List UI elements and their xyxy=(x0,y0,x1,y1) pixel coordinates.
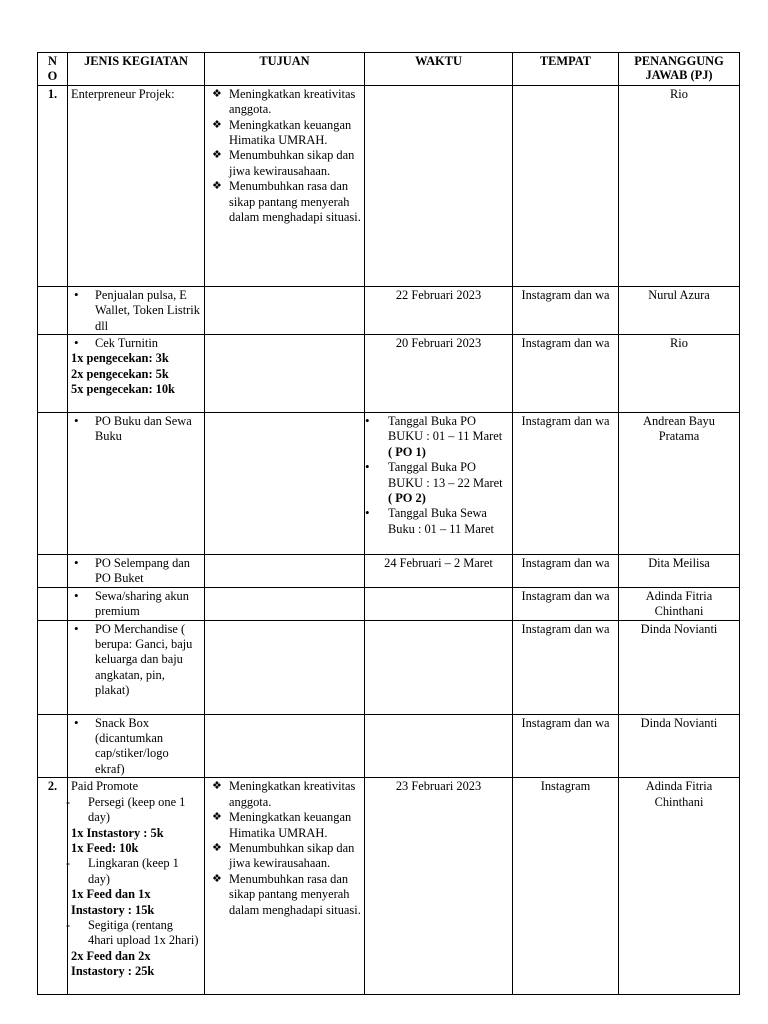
pic-cell: Adinda Fitria Chinthani xyxy=(619,778,740,995)
list-item: • Sewa/sharing akun premium xyxy=(74,587,189,619)
table-row xyxy=(38,335,740,413)
objectives-cell xyxy=(205,620,365,714)
list-item: ❖ Menumbuhkan rasa dan sikap pantang menyerah dalam menghadapi situasi. xyxy=(212,179,361,225)
pic-cell: Dinda Novianti xyxy=(619,620,740,714)
activity-name: Paid Promote xyxy=(71,779,139,794)
place-cell: Instagram dan wa xyxy=(513,335,619,413)
header-jenis: JENIS KEGIATAN xyxy=(68,53,205,86)
list-item: - Lingkaran (keep 1 day) xyxy=(66,856,179,886)
list-item: ❖ Meningkatkan keuangan Himatika UMRAH. xyxy=(212,117,352,148)
diamond-bullet-icon: ❖ xyxy=(212,841,222,854)
header-pj: PENANGGUNG JAWAB (PJ) xyxy=(619,53,740,86)
activity-cell xyxy=(68,714,205,778)
time-cell: 22 Februari 2023 xyxy=(365,286,513,334)
table-row xyxy=(38,620,740,714)
bullet-icon: • xyxy=(74,714,79,730)
time-cell xyxy=(365,587,513,620)
objectives-cell xyxy=(205,714,365,778)
row-number xyxy=(38,714,68,778)
pic-cell: Rio xyxy=(619,85,740,286)
activity-cell xyxy=(68,620,205,714)
table-row-2 xyxy=(38,778,740,995)
dash-bullet-icon: - xyxy=(66,794,71,809)
time-cell xyxy=(365,85,513,286)
list-item: ❖ Menumbuhkan rasa dan sikap pantang menyerah dalam menghadapi situasi. xyxy=(212,871,361,917)
row-number xyxy=(38,335,68,413)
place-cell: Instagram xyxy=(513,778,619,995)
row-number xyxy=(38,587,68,620)
row-number: 1. xyxy=(38,85,68,286)
dash-bullet-icon: - xyxy=(66,856,71,871)
time-cell xyxy=(365,714,513,778)
row-number: 2. xyxy=(38,778,68,995)
pic-cell: Nurul Azura xyxy=(619,286,740,334)
bullet-icon: • xyxy=(74,555,79,571)
schedule-list xyxy=(365,413,509,537)
diamond-bullet-icon: ❖ xyxy=(212,87,222,100)
bullet-icon: • xyxy=(74,620,79,636)
header-no: N O xyxy=(38,53,68,86)
activity-cell xyxy=(68,335,205,413)
list-item: • Tanggal Buka PO BUKU : 13 – 22 Maret ( PO 2) xyxy=(365,459,503,506)
objectives-list xyxy=(208,87,361,226)
time-cell: 24 Februari – 2 Maret xyxy=(365,555,513,588)
diamond-bullet-icon: ❖ xyxy=(212,811,222,824)
diamond-bullet-icon: ❖ xyxy=(212,872,222,885)
objectives-cell xyxy=(205,587,365,620)
place-cell: Instagram dan wa xyxy=(513,555,619,588)
bullet-icon: • xyxy=(74,335,79,351)
objectives-cell xyxy=(205,85,365,286)
place-cell: Instagram dan wa xyxy=(513,587,619,620)
bullet-icon: • xyxy=(365,459,370,475)
row-number xyxy=(38,286,68,334)
activity-cell xyxy=(68,555,205,588)
price-line: 1x Feed: 10k xyxy=(71,840,139,855)
bullet-icon: • xyxy=(74,286,79,302)
time-cell xyxy=(365,620,513,714)
place-cell: Instagram dan wa xyxy=(513,286,619,334)
list-item: • PO Selempang dan PO Buket xyxy=(74,555,190,586)
list-item: • Cek Turnitin xyxy=(74,335,159,351)
list-item: ❖ Meningkatkan kreativitas anggota. xyxy=(212,779,356,809)
objectives-list xyxy=(208,779,361,918)
list-item: • Snack Box (dicantumkan cap/stiker/logo ekraf) xyxy=(74,714,169,776)
header-waktu: WAKTU xyxy=(365,53,513,86)
time-cell xyxy=(365,413,513,555)
activity-cell xyxy=(68,587,205,620)
bullet-icon: • xyxy=(74,413,79,429)
activity-table xyxy=(37,52,740,995)
diamond-bullet-icon: ❖ xyxy=(212,118,222,131)
price-line: 2x pengecekan: 5k xyxy=(71,366,169,381)
pic-cell: Adinda Fitria Chinthani xyxy=(619,587,740,620)
header-row xyxy=(38,53,740,86)
place-cell xyxy=(513,85,619,286)
time-cell: 20 Februari 2023 xyxy=(365,335,513,413)
list-item: • Tanggal Buka Sewa Buku : 01 – 11 Maret xyxy=(365,505,494,536)
pic-cell: Dita Meilisa xyxy=(619,555,740,588)
objectives-cell xyxy=(205,413,365,555)
table-row-1 xyxy=(38,85,740,286)
price-line: 1x Instastory : 5k xyxy=(71,825,164,840)
diamond-bullet-icon: ❖ xyxy=(212,180,222,193)
diamond-bullet-icon: ❖ xyxy=(212,780,222,793)
row-number xyxy=(38,555,68,588)
price-line: 1x pengecekan: 3k xyxy=(71,351,169,366)
activity-cell xyxy=(68,286,205,334)
list-item: - Persegi (keep one 1 day) xyxy=(66,794,186,825)
list-item: • PO Merchandise ( berupa: Ganci, baju keluarga dan baju angkatan, pin, plakat) xyxy=(74,620,193,698)
activity-name: Enterpreneur Projek: xyxy=(68,85,205,286)
table-row xyxy=(38,714,740,778)
pic-cell: Dinda Novianti xyxy=(619,714,740,778)
header-tujuan: TUJUAN xyxy=(205,53,365,86)
table-row xyxy=(38,413,740,555)
list-item: • Tanggal Buka PO BUKU : 01 – 11 Maret ( PO 1) xyxy=(365,413,503,459)
bullet-icon: • xyxy=(365,413,370,429)
row-number xyxy=(38,413,68,555)
activity-cell xyxy=(68,778,205,995)
bullet-icon: • xyxy=(74,587,79,603)
diamond-bullet-icon: ❖ xyxy=(212,149,222,162)
pic-cell: Andrean Bayu Pratama xyxy=(619,413,740,555)
objectives-cell xyxy=(205,778,365,995)
list-item: ❖ Menumbuhkan sikap dan jiwa kewirausahaan. xyxy=(212,148,355,178)
list-item: ❖ Meningkatkan kreativitas anggota. xyxy=(212,86,356,117)
list-item: • Penjualan pulsa, E Wallet, Token Listrik dll xyxy=(74,286,200,333)
dash-bullet-icon: - xyxy=(66,917,71,932)
price-line: 1x Feed dan 1x Instastory : 15k xyxy=(71,887,155,917)
price-line: 2x Feed dan 2x Instastory : 25k xyxy=(71,948,155,979)
bullet-icon: • xyxy=(365,505,370,521)
place-cell: Instagram dan wa xyxy=(513,413,619,555)
list-item: ❖ Meningkatkan keuangan Himatika UMRAH. xyxy=(212,810,352,840)
header-tempat: TEMPAT xyxy=(513,53,619,86)
objectives-cell xyxy=(205,286,365,334)
place-cell: Instagram dan wa xyxy=(513,714,619,778)
list-item: - Segitiga (rentang 4hari upload 1x 2hari) xyxy=(66,917,199,948)
place-cell: Instagram dan wa xyxy=(513,620,619,714)
table-row xyxy=(38,286,740,334)
time-cell: 23 Februari 2023 xyxy=(365,778,513,995)
activity-cell xyxy=(68,413,205,555)
price-line: 5x pengecekan: 10k xyxy=(71,382,175,397)
objectives-cell xyxy=(205,555,365,588)
table-row xyxy=(38,587,740,620)
pic-cell: Rio xyxy=(619,335,740,413)
objectives-cell xyxy=(205,335,365,413)
list-item: • PO Buku dan Sewa Buku xyxy=(74,413,192,444)
row-number xyxy=(38,620,68,714)
table-row xyxy=(38,555,740,588)
list-item: ❖ Menumbuhkan sikap dan jiwa kewirausahaan. xyxy=(212,840,355,871)
